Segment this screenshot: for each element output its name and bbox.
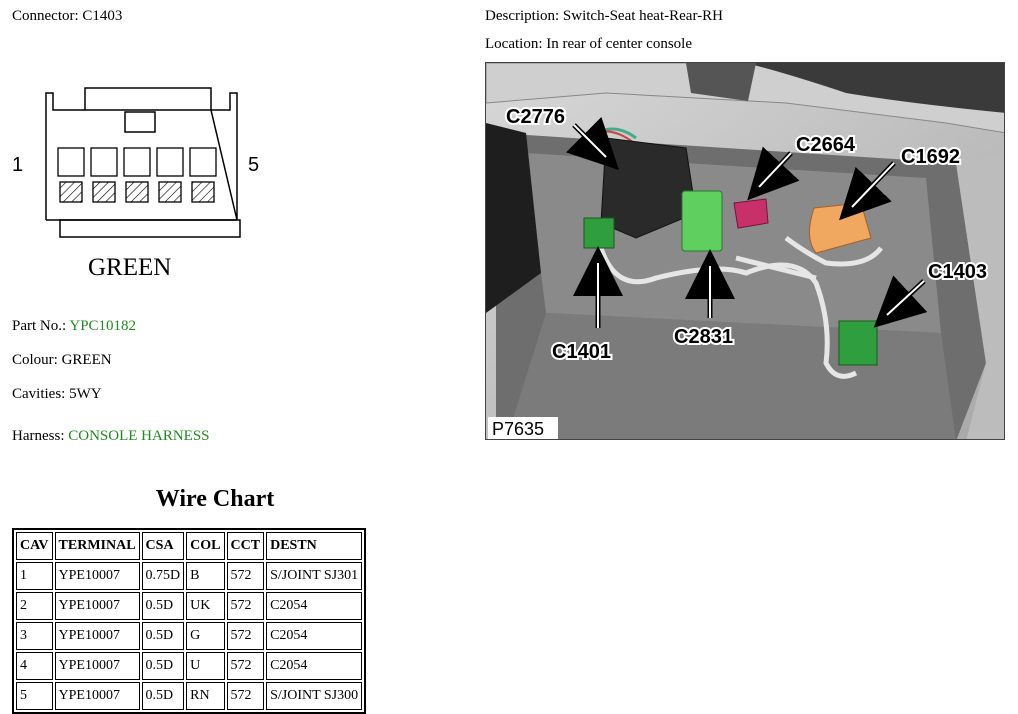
- cell-col: RN: [186, 682, 224, 710]
- terminal-lock-1: [60, 182, 82, 202]
- cavities-label: Cavities:: [12, 386, 66, 402]
- cell-col: B: [186, 562, 224, 590]
- cell-csa: 0.5D: [142, 622, 185, 650]
- wire-chart-title: Wire Chart: [155, 486, 275, 512]
- description-line: [485, 8, 723, 25]
- cell-terminal: YPE10007: [55, 562, 140, 590]
- description-label: Description:: [485, 8, 560, 24]
- cell-csa: 0.5D: [142, 652, 185, 680]
- header-cav: CAV: [16, 532, 53, 560]
- cavities-line: [12, 386, 102, 403]
- location-photo: [485, 62, 1005, 440]
- cell-csa: 0.5D: [142, 682, 185, 710]
- cavities-value: 5WY: [69, 386, 102, 402]
- pin-1-label: 1: [12, 154, 24, 176]
- cavity-2: [91, 148, 117, 176]
- location-value: In rear of center console: [546, 36, 692, 52]
- header-cct: CCT: [227, 532, 265, 560]
- header-col: COL: [186, 532, 224, 560]
- terminal-lock-5: [192, 182, 214, 202]
- table-row: [16, 682, 362, 710]
- cell-csa: 0.5D: [142, 592, 185, 620]
- cavity-5: [190, 148, 216, 176]
- cell-col: UK: [186, 592, 224, 620]
- connector-base: [60, 220, 240, 237]
- cell-csa: 0.75D: [142, 562, 185, 590]
- callout-c1692: C1692: [901, 146, 960, 168]
- cell-cct: 572: [227, 652, 265, 680]
- cell-cav: 5: [16, 682, 53, 710]
- callout-c2664: C2664: [796, 134, 855, 156]
- part-no-line: [12, 318, 136, 335]
- cell-col: U: [186, 652, 224, 680]
- part-no-label: Part No.:: [12, 318, 67, 334]
- cell-col: G: [186, 622, 224, 650]
- connector-c2664-shape: [734, 199, 768, 228]
- description-value: Switch-Seat heat-Rear-RH: [562, 8, 723, 24]
- callout-c1401: C1401: [552, 341, 611, 363]
- header-destn: DESTN: [266, 532, 362, 560]
- header-terminal: TERMINAL: [55, 532, 140, 560]
- cell-terminal: YPE10007: [55, 682, 140, 710]
- connector-line: [12, 8, 122, 25]
- cell-cct: 572: [227, 592, 265, 620]
- cell-destn: S/JOINT SJ300: [266, 682, 362, 710]
- cavity-3: [124, 148, 150, 176]
- cell-cav: 4: [16, 652, 53, 680]
- cell-cav: 1: [16, 562, 53, 590]
- callout-c2776: C2776: [506, 106, 565, 128]
- connector-c1403-shape: [839, 321, 877, 365]
- connector-face-diagram: [10, 85, 280, 285]
- photo-ref: P7635: [492, 419, 545, 439]
- harness-value: CONSOLE HARNESS: [68, 428, 210, 444]
- header-csa: CSA: [142, 532, 185, 560]
- location-photo-drawing: [486, 63, 1005, 440]
- terminal-lock-2: [93, 182, 115, 202]
- table-row: [16, 562, 362, 590]
- cell-cct: 572: [227, 682, 265, 710]
- connector-latch: [85, 88, 211, 110]
- table-row: [16, 622, 362, 650]
- callout-c1403: C1403: [928, 261, 987, 283]
- connector-label: Connector:: [12, 8, 79, 24]
- cell-terminal: YPE10007: [55, 592, 140, 620]
- terminal-lock-4: [159, 182, 181, 202]
- connector-key: [125, 112, 155, 132]
- cell-terminal: YPE10007: [55, 622, 140, 650]
- connector-value: C1403: [82, 8, 123, 24]
- callout-c2831: C2831: [674, 326, 733, 348]
- table-row: [16, 652, 362, 680]
- location-label: Location:: [485, 36, 543, 52]
- location-line: [485, 36, 692, 53]
- cell-cav: 2: [16, 592, 53, 620]
- harness-label: Harness:: [12, 428, 65, 444]
- diagram-colour-label: GREEN: [88, 254, 172, 281]
- cavity-1: [58, 148, 84, 176]
- part-no-value: YPC10182: [69, 318, 137, 334]
- harness-line: [12, 428, 210, 445]
- cell-terminal: YPE10007: [55, 652, 140, 680]
- pin-5-label: 5: [248, 154, 260, 176]
- cell-cav: 3: [16, 622, 53, 650]
- table-header-row: [16, 532, 362, 560]
- connector-c1401-shape: [584, 218, 614, 248]
- cell-destn: C2054: [266, 622, 362, 650]
- cell-destn: S/JOINT SJ301: [266, 562, 362, 590]
- colour-label: Colour:: [12, 352, 58, 368]
- cell-cct: 572: [227, 622, 265, 650]
- table-row: [16, 592, 362, 620]
- colour-value: GREEN: [61, 352, 112, 368]
- connector-c2831-shape: [682, 191, 722, 251]
- cell-destn: C2054: [266, 652, 362, 680]
- cell-cct: 572: [227, 562, 265, 590]
- wire-chart-table: [12, 528, 366, 714]
- cell-destn: C2054: [266, 592, 362, 620]
- colour-line: [12, 352, 112, 369]
- cavity-4: [157, 148, 183, 176]
- terminal-lock-3: [126, 182, 148, 202]
